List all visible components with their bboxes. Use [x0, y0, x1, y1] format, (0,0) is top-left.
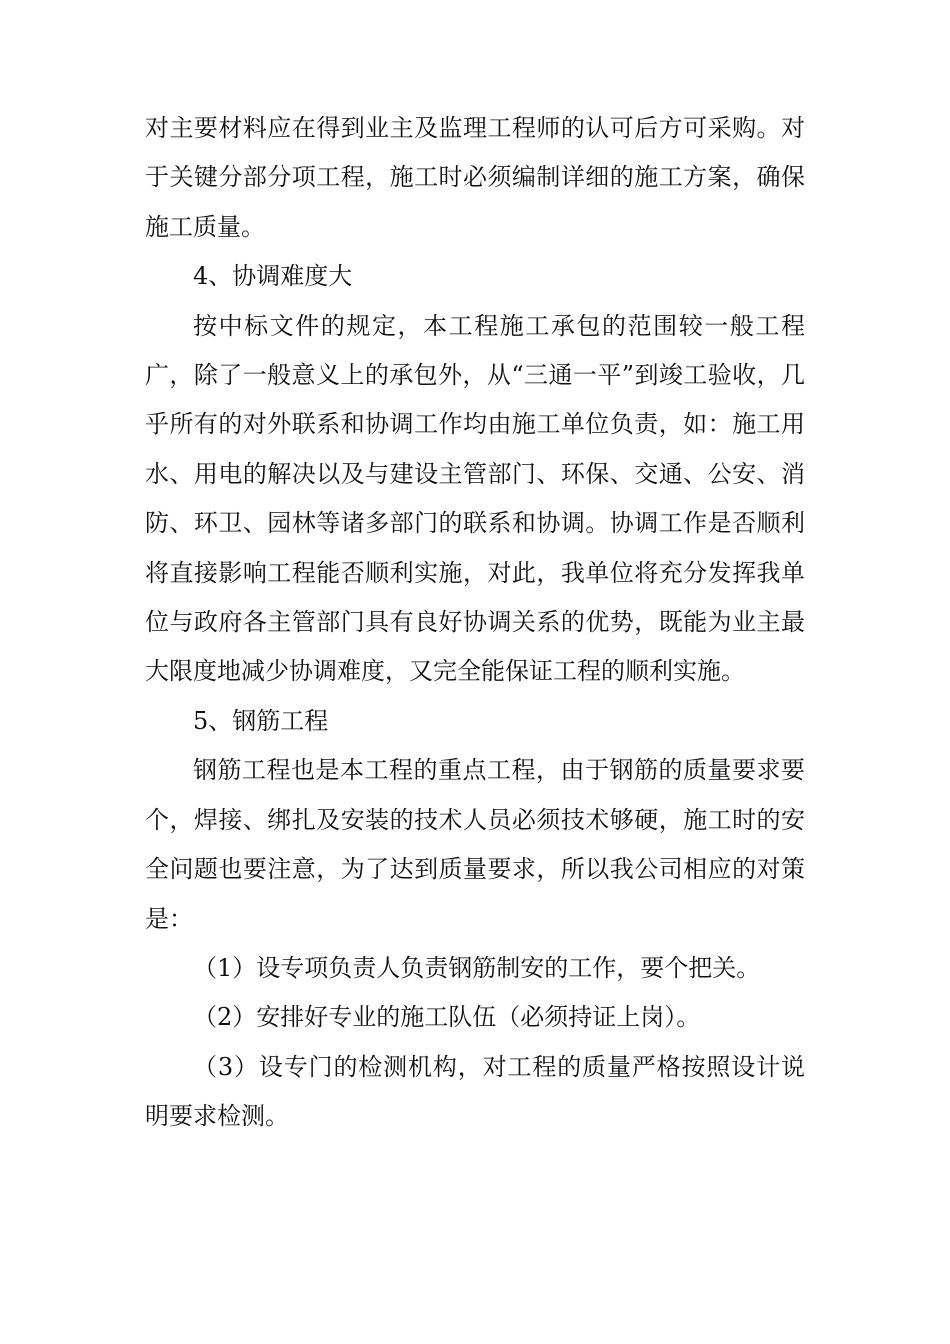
paragraph-materials: 对主要材料应在得到业主及监理工程师的认可后方可采购。对于关键分部分项工程，施工时必须编制详细的施工方案，确保施工质量。	[145, 114, 805, 241]
list-item-1: （1）设专项负责人负责钢筋制安的工作，要个把关。	[193, 953, 761, 982]
paragraph-coordination: 按中标文件的规定，本工程施工承包的范围较一般工程广，除了一般意义上的承包外，从“三通一平”到竣工验收，几乎所有的对外联系和协调工作均由施工单位负责，如：施工用水、用电的解决以及与建设主管部门、环保、交通、公安、消防、环卫、园林等诸多部门的联系和协调。协调工作是否顺利将直接影响工程能否顺利实施，对此，我单位将充分发挥我单位与政府各主管部门具有良好协调关系的优势，既能为业主最大限度地减少协调难度，又完全能保证工程的顺利实施。	[145, 311, 805, 686]
list-item-2: （2）安排好专业的施工队伍（必须持证上岗）。	[193, 1003, 701, 1032]
document-body	[145, 104, 805, 1142]
list-item-3: （3）设专门的检测机构，对工程的质量严格按照设计说明要求检测。	[145, 1052, 805, 1131]
section-heading-coordination: 4、协调难度大	[193, 262, 353, 291]
paragraph-rebar: 钢筋工程也是本工程的重点工程，由于钢筋的质量要求要个，焊接、绑扎及安装的技术人员必须技术够硬，施工时的安全问题也要注意，为了达到质量要求，所以我公司相应的对策是：	[145, 756, 805, 933]
section-heading-rebar: 5、钢筋工程	[193, 706, 329, 735]
